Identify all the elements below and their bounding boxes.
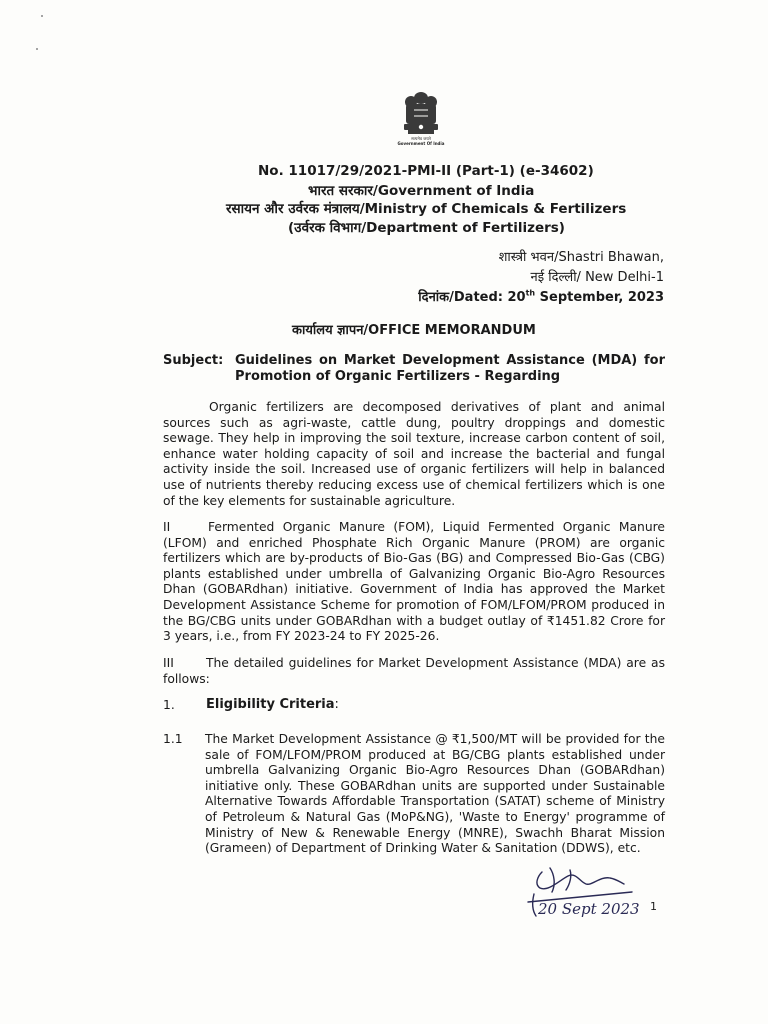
address-line-1: शास्त्री भवन/Shastri Bhawan, <box>498 250 664 265</box>
address-line-2: नई दिल्ली/ New Delhi-1 <box>530 270 664 285</box>
file-number: No. 11017/29/2021-PMI-II (Part-1) (e-34602) <box>258 163 594 179</box>
signature-date: 20 Sept 2023 <box>538 900 640 918</box>
page-number: 1 <box>650 900 657 913</box>
emblem-motto: सत्यमेव जयते <box>411 136 431 141</box>
subject-text: Guidelines on Market Development Assistance (MDA) for Promotion of Organic Fertilizers - Regarding <box>235 353 665 384</box>
section-1-number: 1. <box>163 698 175 712</box>
department-line: (उर्वरक विभाग/Department of Fertilizers) <box>288 220 565 236</box>
section-1-heading-text: Eligibility Criteria <box>206 697 335 712</box>
emblem-government-label: Government Of India <box>397 141 445 146</box>
item-1-1-number: 1.1 <box>163 732 183 746</box>
section-1-heading-colon: : <box>334 697 339 712</box>
paragraph-2: Fermented Organic Manure (FOM), Liquid Fermented Organic Manure (LFOM) and enriched Phosphate Rich Organic Manure (PROM) are organic fertilizers which are by-products of Bio-Gas (BG) and Compressed Bio-Gas (CBG) plants established under umbrella of Galvanizing Organic Bio-Agro Resources Dhan (GOBARdhan) initiative. Government of India has approved the Market Development Assistance Scheme for promotion of FOM/LFOM/PROM produced in the BG/CBG units under GOBARdhan with a budget outlay of ₹1451.82 Crore for 3 years, i.e., from FY 2023-24 to FY 2025-26. <box>163 520 665 644</box>
emblem-caption <box>384 136 458 146</box>
government-line: भारत सरकार/Government of India <box>308 183 535 199</box>
date-line <box>418 287 664 305</box>
subject-label: Subject: <box>163 353 224 368</box>
ministry-line: रसायन और उर्वरक मंत्रालय/Ministry of Chemicals & Fertilizers <box>226 201 627 217</box>
handwritten-signature-icon <box>520 862 640 922</box>
paragraph-2-number: II <box>163 520 171 534</box>
item-1-1-text: The Market Development Assistance @ ₹1,500/MT will be provided for the sale of FOM/LFOM/PROM produced at BG/CBG plants established under umbrella Galvanizing Organic Bio-Agro Resources Dhan (GOBARdhan) initiative only. These GOBARdhan units are supported under Sustainable Alternative Towards Affordable Transportation (SATAT) scheme of Ministry of Petroleum & Natural Gas (MoP&NG), 'Waste to Energy' programme of Ministry of New & Renewable Energy (MNRE), Swachh Bharat Mission (Grameen) of Department of Drinking Water & Sanitation (DDWS), etc. <box>205 732 665 856</box>
paragraph-1: Organic fertilizers are decomposed derivatives of plant and animal sources such as agri-waste, cattle dung, poultry droppings and domestic sewage. They help in improving the soil texture, increase carbon content of soil, enhance water holding capacity of soil and increase the bacterial and fungal activity inside the soil. Increased use of organic fertilizers will help in balanced use of nutrients thereby reducing excess use of chemical fertilizers which is one of the key elements for sustainable agriculture. <box>163 400 665 508</box>
memo-title: कार्यालय ज्ञापन/OFFICE MEMORANDUM <box>292 323 536 338</box>
paragraph-3-number: III <box>163 656 174 670</box>
date-prefix: दिनांक/Dated: 20 <box>418 290 526 305</box>
date-superscript: th <box>525 288 536 298</box>
scan-speck <box>36 48 38 50</box>
section-1-heading <box>206 697 339 712</box>
date-suffix: September, 2023 <box>535 290 664 305</box>
paragraph-3: The detailed guidelines for Market Development Assistance (MDA) are as follows: <box>163 656 665 686</box>
scan-speck <box>41 15 43 17</box>
